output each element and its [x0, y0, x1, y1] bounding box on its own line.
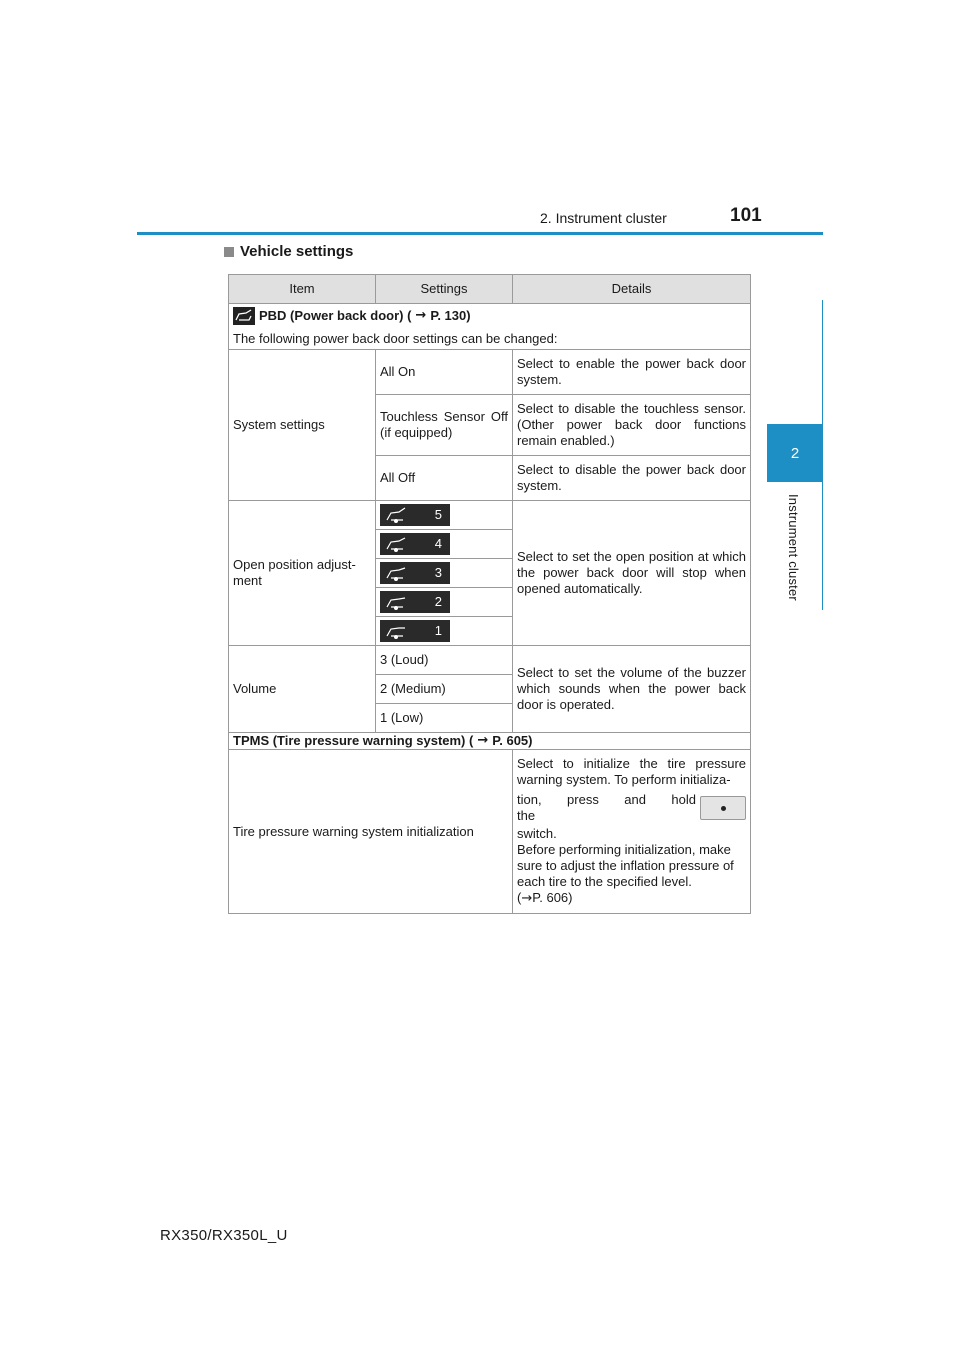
open-position-5-icon: 5 [380, 504, 450, 526]
column-header-item: Item [229, 275, 376, 304]
volume-detail: Select to set the volume of the buzzer which sounds when the power back door is operated. [513, 646, 751, 733]
table-row [229, 646, 751, 675]
vehicle-settings-table [228, 274, 751, 914]
open-position-2-icon: 2 [380, 591, 450, 613]
footer-model-code: RX350/RX350L_U [160, 1227, 288, 1244]
open-position-detail: Select to set the open position at which the power back door will stop when opened automatically. [513, 501, 751, 646]
open-position-3-icon: 3 [380, 562, 450, 584]
open-position-label: Open position adjust-ment [229, 501, 376, 646]
header-section-title: 2. Instrument cluster [540, 210, 667, 226]
setting-touchless-off: Touchless Sensor Off (if equipped) [376, 395, 513, 456]
volume-low: 1 (Low) [376, 704, 513, 733]
reference-arrow-icon: → [477, 733, 489, 748]
detail-all-on: Select to enable the power back door system. [513, 350, 751, 395]
volume-medium: 2 (Medium) [376, 675, 513, 704]
column-header-details: Details [513, 275, 751, 304]
tpms-detail: Select to initialize the tire pressure warning system. To perform initializa- tion, press and hold the switch. Before performing initialization, make sure to adjust the inflation pressure of each tire to the specified level. (→P. 606) [513, 750, 751, 914]
page-number: 101 [730, 205, 762, 226]
pbd-group-subtitle: The following power back door settings can be changed: [233, 330, 558, 346]
table-row [229, 750, 751, 914]
table-row [229, 350, 751, 395]
tpms-item-label: Tire pressure warning system initialization [229, 750, 513, 914]
chapter-tab-number: 2 [790, 444, 800, 462]
chapter-tab-label: Instrument cluster [786, 494, 801, 601]
header-rule [137, 232, 823, 235]
detail-all-off: Select to disable the power back door system. [513, 456, 751, 501]
tpms-group-row [229, 733, 751, 750]
table-row [229, 501, 751, 530]
volume-loud: 3 (Loud) [376, 646, 513, 675]
volume-label: Volume [229, 646, 376, 733]
reference-arrow-icon: → [521, 891, 533, 906]
setting-all-off: All Off [376, 456, 513, 501]
section-heading [224, 243, 353, 260]
tpms-group-title: TPMS (Tire pressure warning system) ( → P. 605) [233, 733, 533, 748]
open-position-4-icon: 4 [380, 533, 450, 555]
pbd-group-title: PBD (Power back door) ( → P. 130) [233, 307, 746, 325]
detail-touchless-off: Select to disable the touchless sensor. (Other power back door functions remain enabled.) [513, 395, 751, 456]
column-header-settings: Settings [376, 275, 513, 304]
section-heading-text: Vehicle settings [240, 243, 354, 260]
system-settings-label: System settings [229, 350, 376, 501]
chapter-tab [767, 424, 823, 482]
pbd-group-row [229, 304, 751, 350]
open-position-1-icon: 1 [380, 620, 450, 642]
tpms-switch-icon [700, 796, 746, 820]
square-bullet-icon [224, 247, 234, 257]
power-back-door-icon [233, 307, 255, 325]
setting-all-on: All On [376, 350, 513, 395]
table-header-row [229, 275, 751, 304]
reference-arrow-icon: → [415, 307, 427, 323]
